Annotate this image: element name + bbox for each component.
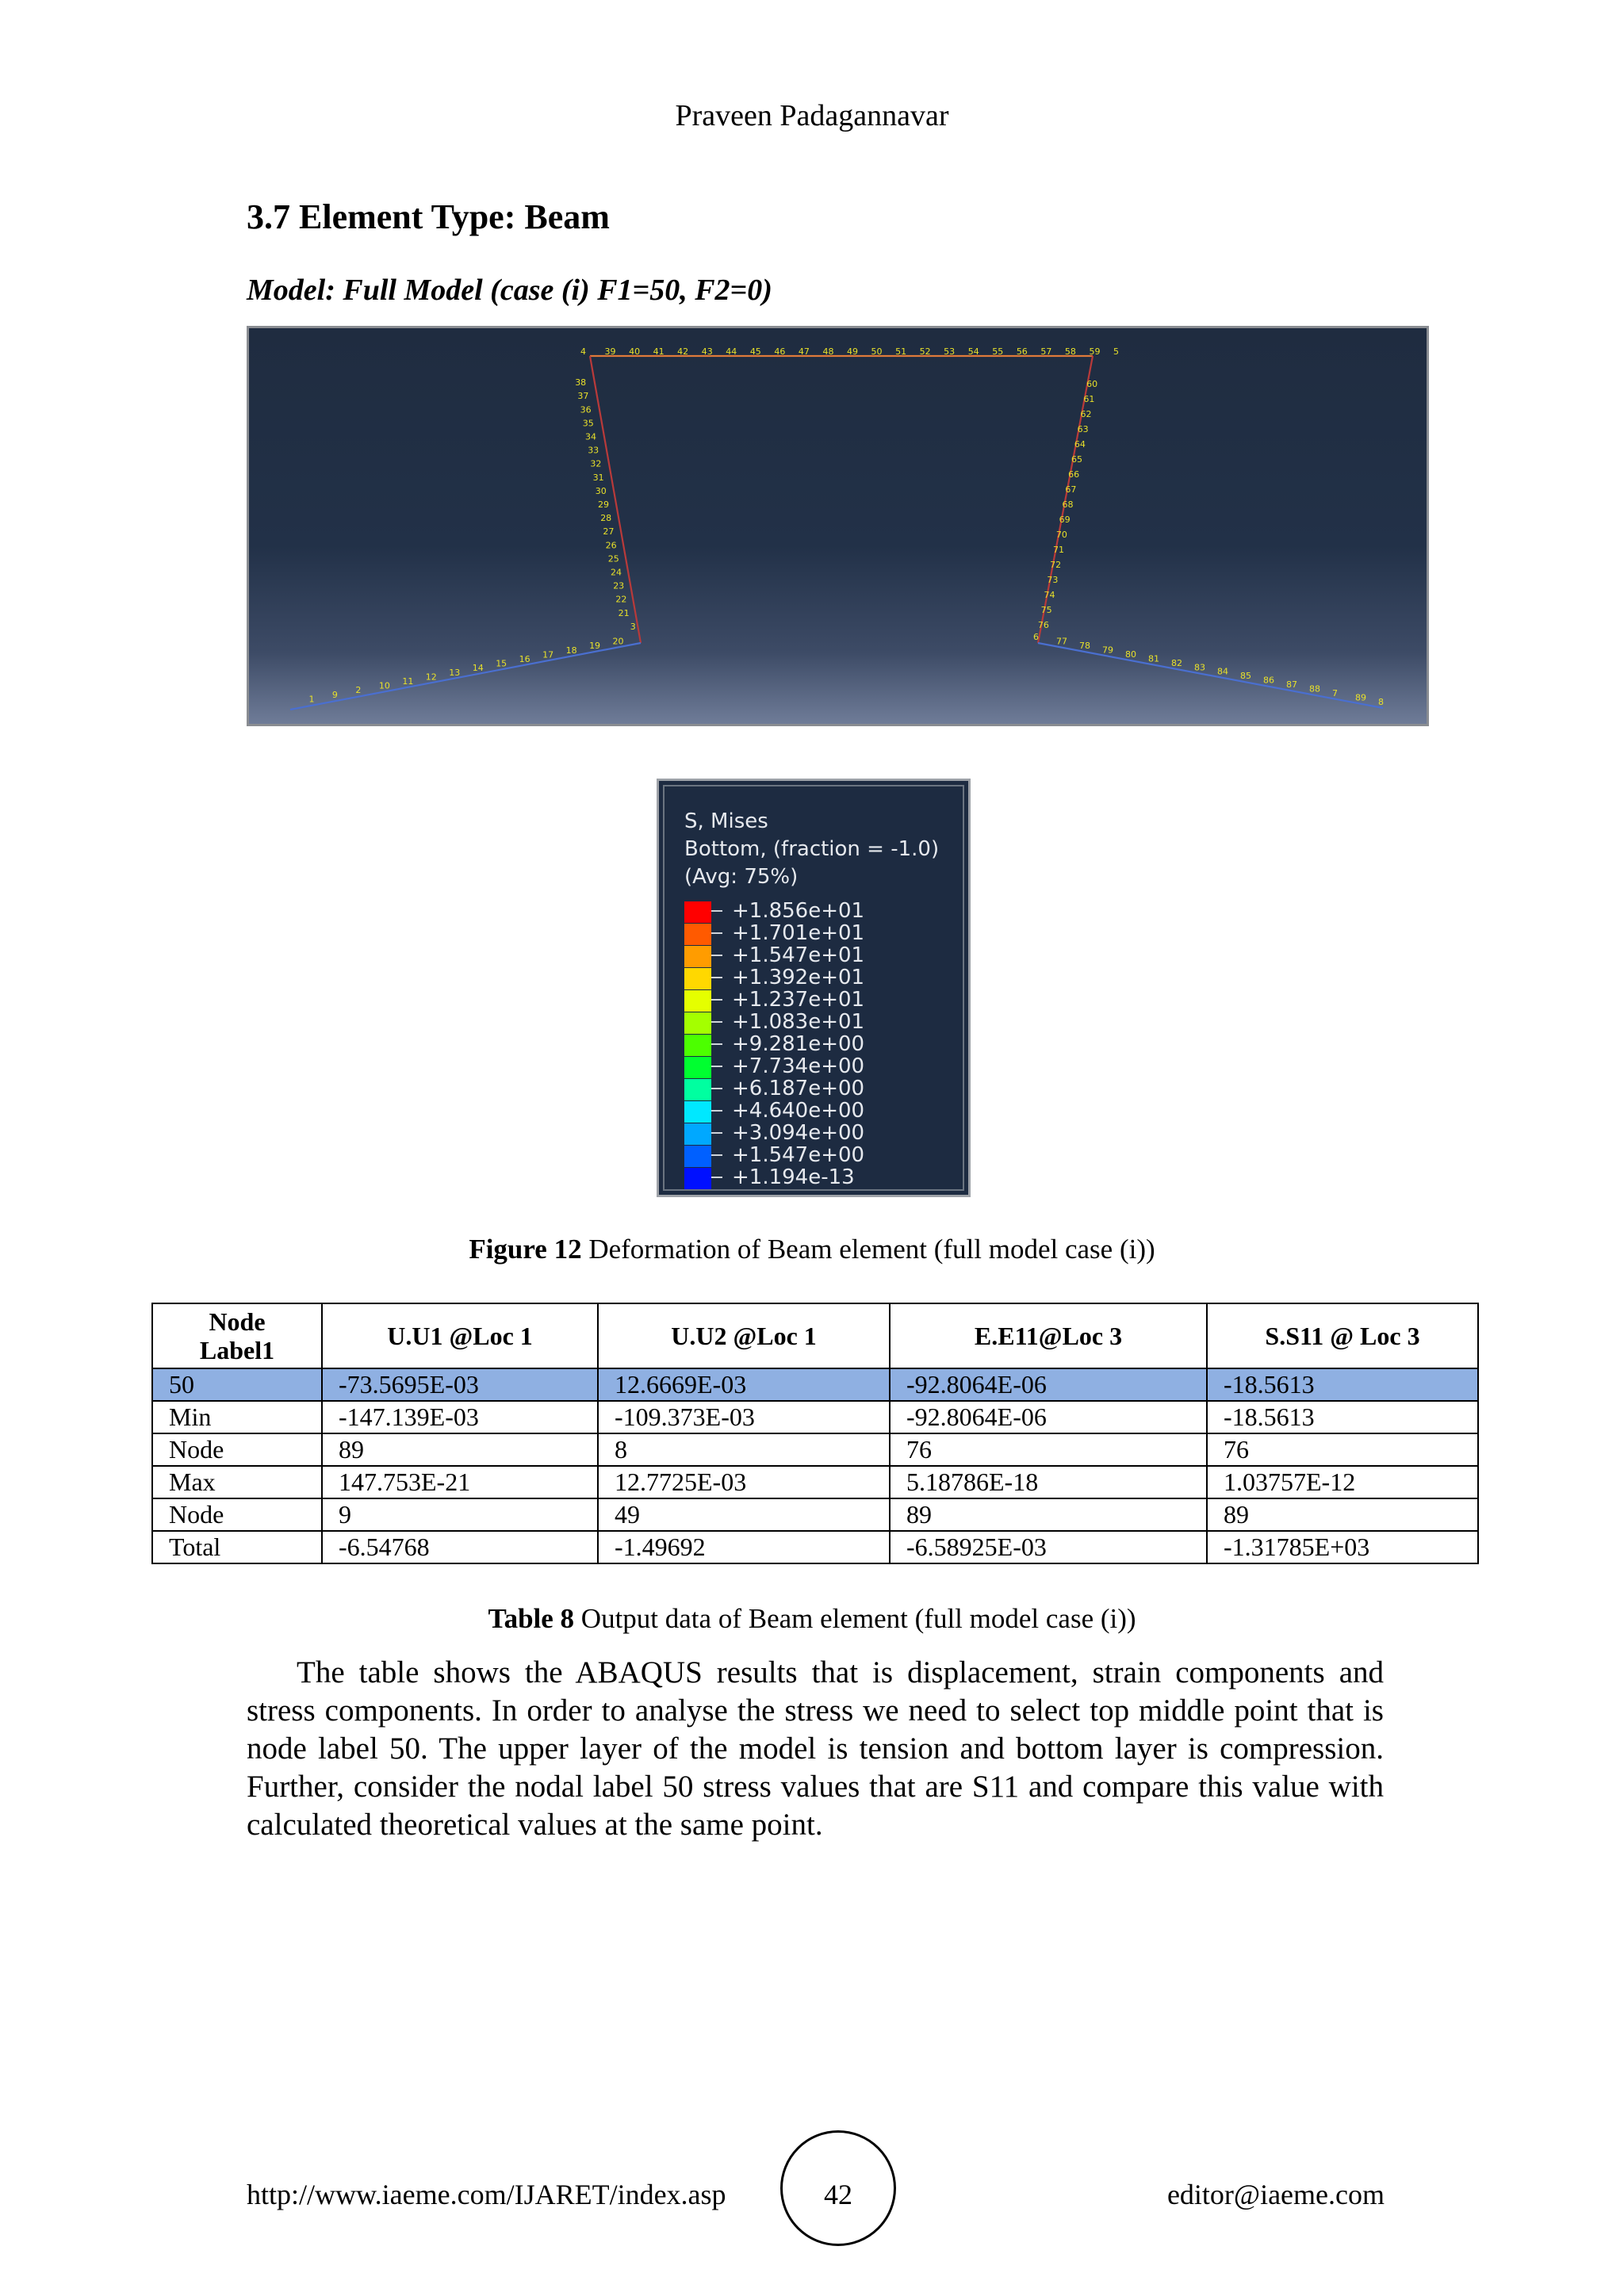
node-label: 15 bbox=[496, 658, 508, 669]
figure-caption bbox=[0, 1234, 1624, 1265]
legend-value: +1.083e+01 bbox=[732, 1010, 865, 1034]
node-label: 27 bbox=[603, 526, 615, 538]
node-label: 87 bbox=[1286, 679, 1297, 691]
table-row-max bbox=[152, 1466, 1478, 1498]
table-cell: 12.7725E-03 bbox=[598, 1466, 890, 1498]
node-label: 21 bbox=[618, 607, 630, 618]
table-row-total bbox=[152, 1531, 1478, 1563]
figure-caption-text: Deformation of Beam element (full model case (i)) bbox=[581, 1234, 1155, 1265]
legend-value: +1.701e+01 bbox=[732, 921, 865, 945]
table-cell: 147.753E-21 bbox=[322, 1466, 598, 1498]
node-label: 57 bbox=[1040, 346, 1052, 357]
node-label: 3 bbox=[630, 621, 636, 632]
table-cell: -1.49692 bbox=[598, 1531, 890, 1563]
figure-caption-label: Figure 12 bbox=[469, 1234, 582, 1265]
node-label: 62 bbox=[1080, 409, 1092, 419]
legend-color-swatch bbox=[684, 1168, 711, 1189]
node-label: 40 bbox=[629, 346, 641, 357]
legend-tick bbox=[711, 1043, 722, 1045]
node-label: 89 bbox=[1355, 692, 1366, 703]
table-cell: -147.139E-03 bbox=[322, 1401, 598, 1433]
node-label: 69 bbox=[1059, 515, 1071, 525]
node-label: 80 bbox=[1125, 649, 1136, 660]
node-label: 37 bbox=[577, 391, 589, 402]
page-number: 42 bbox=[824, 2179, 852, 2210]
table-cell: Min bbox=[152, 1401, 322, 1433]
node-label: 6 bbox=[1033, 632, 1039, 642]
node-label: 82 bbox=[1171, 657, 1182, 668]
footer-url-link[interactable]: http://www.iaeme.com/IJARET/index.asp bbox=[247, 2179, 726, 2210]
table-cell: Max bbox=[152, 1466, 322, 1498]
legend-value: +4.640e+00 bbox=[732, 1099, 865, 1123]
legend-color-swatch bbox=[684, 1035, 711, 1056]
legend-color-swatch bbox=[684, 1101, 711, 1123]
node-label: 13 bbox=[449, 667, 461, 678]
footer-email-link[interactable]: editor@iaeme.com bbox=[1166, 2179, 1385, 2210]
node-label: 14 bbox=[472, 663, 484, 674]
legend-tick bbox=[711, 1177, 722, 1178]
legend-location: Bottom, (fraction = -1.0) bbox=[684, 837, 940, 861]
node-label: 1 bbox=[308, 694, 315, 705]
table-cell: -92.8064E-06 bbox=[890, 1401, 1207, 1433]
node-label: 17 bbox=[542, 649, 554, 660]
node-label: 65 bbox=[1071, 454, 1082, 465]
node-label: 8 bbox=[1378, 697, 1384, 707]
legend-tick bbox=[711, 1066, 722, 1067]
node-label: 48 bbox=[822, 346, 834, 357]
model-caption: Model: Full Model (case (i) F1=50, F2=0) bbox=[247, 274, 772, 307]
table-cell: 89 bbox=[890, 1498, 1207, 1531]
node-label: 10 bbox=[378, 680, 390, 691]
node-label: 58 bbox=[1064, 346, 1076, 357]
node-label: 88 bbox=[1309, 683, 1320, 695]
node-label: 60 bbox=[1086, 379, 1098, 389]
table-cell: 49 bbox=[598, 1498, 890, 1531]
node-label: 20 bbox=[612, 636, 624, 647]
mises-stress-legend bbox=[657, 779, 971, 1197]
table-caption bbox=[0, 1603, 1624, 1635]
table-cell: 12.6669E-03 bbox=[598, 1368, 890, 1401]
table-cell: -109.373E-03 bbox=[598, 1401, 890, 1433]
node-label: 47 bbox=[798, 346, 810, 357]
table-cell: -1.31785E+03 bbox=[1207, 1531, 1478, 1563]
node-label: 34 bbox=[585, 431, 596, 442]
node-label: 49 bbox=[847, 346, 858, 357]
node-label: 45 bbox=[749, 346, 761, 357]
legend-value: +1.547e+01 bbox=[732, 943, 865, 967]
node-label: 36 bbox=[580, 404, 592, 415]
node-label: 26 bbox=[605, 540, 617, 551]
model-viewport bbox=[247, 326, 1429, 726]
legend-value: +1.547e+00 bbox=[732, 1143, 865, 1167]
node-label: 85 bbox=[1240, 671, 1251, 682]
legend-color-swatch bbox=[684, 1057, 711, 1078]
node-label: 76 bbox=[1037, 620, 1049, 630]
table-cell: Total bbox=[152, 1531, 322, 1563]
legend-color-swatch bbox=[684, 924, 711, 945]
node-label: 12 bbox=[425, 672, 437, 683]
node-label: 71 bbox=[1053, 545, 1064, 555]
legend-title: S, Mises bbox=[684, 809, 768, 833]
table-caption-label: Table 8 bbox=[488, 1603, 575, 1634]
legend-value: +1.237e+01 bbox=[732, 988, 865, 1012]
node-label: 53 bbox=[944, 346, 956, 357]
legend-color-swatch bbox=[684, 901, 711, 923]
node-label: 5 bbox=[1113, 346, 1119, 357]
legend-value: +7.734e+00 bbox=[732, 1054, 865, 1078]
table-cell: 76 bbox=[1207, 1433, 1478, 1466]
node-label: 72 bbox=[1050, 560, 1062, 570]
table-cell: -6.58925E-03 bbox=[890, 1531, 1207, 1563]
table-row-min-node bbox=[152, 1433, 1478, 1466]
table-row-node-50 bbox=[152, 1368, 1478, 1401]
node-label: 51 bbox=[895, 346, 907, 357]
node-label: 32 bbox=[590, 458, 602, 469]
node-label: 23 bbox=[613, 580, 625, 591]
node-label: 77 bbox=[1056, 636, 1067, 647]
node-label: 42 bbox=[677, 346, 689, 357]
legend-color-swatch bbox=[684, 1123, 711, 1145]
node-label: 7 bbox=[1332, 688, 1338, 699]
node-label: 55 bbox=[992, 346, 1004, 357]
legend-averaging: (Avg: 75%) bbox=[684, 865, 799, 889]
table-row-max-node bbox=[152, 1498, 1478, 1531]
legend-tick bbox=[711, 999, 722, 1001]
legend-color-swatch bbox=[684, 1146, 711, 1167]
node-label: 35 bbox=[582, 418, 594, 429]
node-label: 41 bbox=[653, 346, 665, 357]
table-cell: 5.18786E-18 bbox=[890, 1466, 1207, 1498]
node-label: 63 bbox=[1077, 424, 1089, 434]
node-label: 44 bbox=[726, 346, 737, 357]
legend-value: +1.194e-13 bbox=[732, 1165, 855, 1189]
table-cell: -92.8064E-06 bbox=[890, 1368, 1207, 1401]
legend-tick bbox=[711, 1110, 722, 1112]
node-label: 67 bbox=[1065, 484, 1077, 495]
legend-tick bbox=[711, 932, 722, 934]
legend-tick bbox=[711, 1132, 722, 1134]
node-label: 81 bbox=[1148, 653, 1159, 664]
node-label: 2 bbox=[355, 685, 362, 696]
header-e11: E.E11@Loc 3 bbox=[890, 1303, 1207, 1368]
legend-value: +1.392e+01 bbox=[732, 966, 865, 989]
running-head-author: Praveen Padagannavar bbox=[675, 99, 949, 132]
table-cell: 89 bbox=[322, 1433, 598, 1466]
table-cell: 9 bbox=[322, 1498, 598, 1531]
table-cell: -6.54768 bbox=[322, 1531, 598, 1563]
node-label: 75 bbox=[1040, 605, 1052, 615]
legend-color-swatch bbox=[684, 1012, 711, 1034]
node-label: 61 bbox=[1083, 394, 1095, 404]
legend-tick bbox=[711, 977, 722, 978]
bottom-left-member bbox=[290, 643, 641, 710]
table-row-min bbox=[152, 1401, 1478, 1433]
legend-value: +9.281e+00 bbox=[732, 1032, 865, 1056]
legend-value: +3.094e+00 bbox=[732, 1121, 865, 1145]
header-s11: S.S11 @ Loc 3 bbox=[1207, 1303, 1478, 1368]
node-label: 30 bbox=[595, 485, 607, 496]
node-label: 25 bbox=[607, 553, 619, 564]
header-u1: U.U1 @Loc 1 bbox=[322, 1303, 598, 1368]
header-node-label: Node Label1 bbox=[152, 1303, 322, 1368]
node-label: 59 bbox=[1089, 346, 1101, 357]
table-cell: Node bbox=[152, 1433, 322, 1466]
table-header-row bbox=[152, 1303, 1478, 1368]
node-label: 86 bbox=[1263, 675, 1274, 686]
node-label: 73 bbox=[1047, 575, 1059, 585]
legend-tick bbox=[711, 1154, 722, 1156]
legend-tick bbox=[711, 955, 722, 956]
section-title: 3.7 Element Type: Beam bbox=[247, 197, 610, 236]
node-label: 22 bbox=[615, 594, 627, 605]
table-cell: -18.5613 bbox=[1207, 1401, 1478, 1433]
node-label: 43 bbox=[701, 346, 713, 357]
header-u2: U.U2 @Loc 1 bbox=[598, 1303, 890, 1368]
node-label: 38 bbox=[575, 377, 587, 388]
node-label: 56 bbox=[1016, 346, 1028, 357]
table-cell: 1.03757E-12 bbox=[1207, 1466, 1478, 1498]
node-label: 31 bbox=[592, 472, 604, 483]
legend-tick bbox=[711, 1021, 722, 1023]
node-label: 66 bbox=[1068, 469, 1080, 480]
node-label: 33 bbox=[588, 445, 599, 456]
table-cell: 76 bbox=[890, 1433, 1207, 1466]
legend-value: +1.856e+01 bbox=[732, 899, 865, 923]
node-label: 84 bbox=[1217, 666, 1228, 677]
node-label: 28 bbox=[600, 513, 612, 524]
node-label: 83 bbox=[1194, 662, 1205, 673]
node-label: 29 bbox=[598, 499, 609, 510]
node-label: 39 bbox=[604, 346, 616, 357]
node-label: 74 bbox=[1044, 590, 1055, 600]
body-paragraph: The table shows the ABAQUS results that is displacement, strain components and stress components. In order to analyse the stress we need to select top middle point that is node label 50. The upper layer of the model is tension and bottom layer is compression. Further, consider the nodal label 50 stress values that are S11 and compare this value with calculated theoretical values at the same point. bbox=[247, 1655, 1384, 1842]
legend-value: +6.187e+00 bbox=[732, 1077, 865, 1100]
table-cell: Node bbox=[152, 1498, 322, 1531]
table-caption-text: Output data of Beam element (full model case (i)) bbox=[574, 1603, 1136, 1634]
legend-tick bbox=[711, 910, 722, 912]
node-label: 78 bbox=[1079, 640, 1090, 651]
node-label: 11 bbox=[402, 676, 414, 687]
output-data-table bbox=[151, 1303, 1479, 1564]
node-label: 16 bbox=[519, 654, 530, 664]
node-label: 68 bbox=[1062, 499, 1074, 510]
legend-tick bbox=[711, 1088, 722, 1089]
node-label: 50 bbox=[871, 346, 883, 357]
table-cell: 50 bbox=[152, 1368, 322, 1401]
table-cell: 8 bbox=[598, 1433, 890, 1466]
node-label: 46 bbox=[774, 346, 786, 357]
table-cell: -18.5613 bbox=[1207, 1368, 1478, 1401]
legend-color-swatch bbox=[684, 1079, 711, 1100]
node-label: 18 bbox=[565, 645, 577, 656]
node-label: 54 bbox=[967, 346, 979, 357]
node-label: 4 bbox=[580, 346, 586, 357]
node-label: 9 bbox=[331, 689, 338, 700]
table-cell: -73.5695E-03 bbox=[322, 1368, 598, 1401]
node-label: 70 bbox=[1055, 530, 1067, 540]
legend-color-swatch bbox=[684, 946, 711, 967]
beam-frame-model bbox=[249, 328, 1427, 724]
legend-color-swatch bbox=[684, 990, 711, 1012]
node-label: 24 bbox=[611, 567, 622, 578]
node-label: 79 bbox=[1102, 645, 1113, 656]
node-label: 19 bbox=[589, 641, 601, 652]
node-label: 64 bbox=[1074, 439, 1086, 450]
legend-color-swatch bbox=[684, 968, 711, 989]
node-label: 52 bbox=[919, 346, 931, 357]
table-cell: 89 bbox=[1207, 1498, 1478, 1531]
